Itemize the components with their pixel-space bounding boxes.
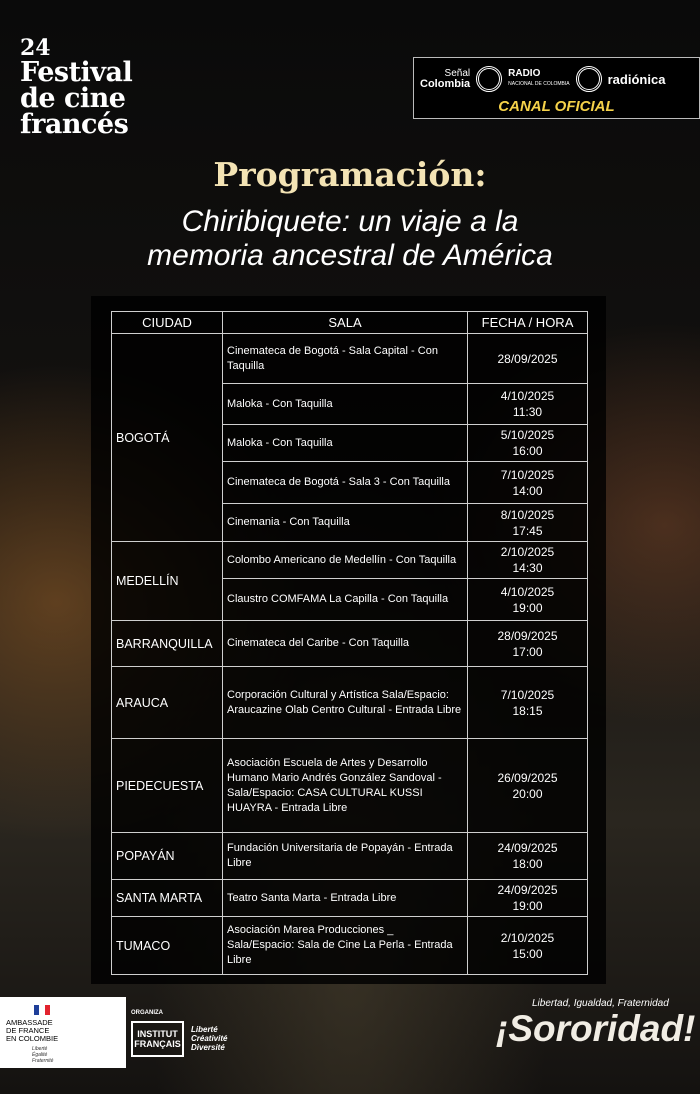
film-title: Chiribiquete: un viaje a la memoria ancestral de América <box>147 205 553 272</box>
festival-line: de cine <box>20 83 126 114</box>
fecha-cell: 24/09/2025 19:00 <box>468 880 588 917</box>
sala-cell: Asociación Marea Producciones _ Sala/Espacio: Sala de Cine La Perla - Entrada Libre <box>223 917 468 975</box>
city-cell: BOGOTÁ <box>112 334 223 542</box>
sororidad-slogan: ¡Sororidad! <box>496 1008 696 1049</box>
festival-logo <box>20 35 133 141</box>
header-sala: SALA <box>223 312 468 334</box>
city-cell: MEDELLÍN <box>112 542 223 621</box>
fecha-cell: 26/09/2025 20:00 <box>468 739 588 833</box>
senal-colombia-logo: Señal Colombia <box>420 68 471 90</box>
fecha-cell: 4/10/2025 19:00 <box>468 579 588 621</box>
table-row <box>112 739 588 833</box>
header-fecha: FECHA / HORA <box>468 312 588 334</box>
radio-nacional-logo: RADIO NACIONAL DE COLOMBIA <box>508 68 570 87</box>
sala-cell: Claustro COMFAMA La Capilla - Con Taquilla <box>223 579 468 621</box>
sala-cell: Teatro Santa Marta - Entrada Libre <box>223 880 468 917</box>
table-row <box>112 334 588 384</box>
fecha-cell: 7/10/2025 18:15 <box>468 667 588 739</box>
sala-cell: Cinemateca de Bogotá - Sala Capital - Con Taquilla <box>223 334 468 384</box>
page-title: Programación: <box>213 155 487 194</box>
sala-cell: Colombo Americano de Medellín - Con Taquilla <box>223 542 468 579</box>
canal-oficial-label: CANAL OFICIAL <box>498 98 615 115</box>
institut-francais-logo: INSTITUT FRANÇAIS <box>131 1021 184 1057</box>
city-cell: TUMACO <box>112 917 223 975</box>
sala-cell: Asociación Escuela de Artes y Desarrollo Humano Mario Andrés González Sandoval - Sala/Espacio: CASA CULTURAL KUSSI HUAYRA - Entrada Libre <box>223 739 468 833</box>
fecha-cell: 28/09/2025 <box>468 334 588 384</box>
sala-cell: Maloka - Con Taquilla <box>223 384 468 425</box>
embassy-logo <box>0 997 126 1068</box>
partners-box <box>413 57 700 119</box>
festival-number: 24 <box>20 35 51 61</box>
fecha-cell: 2/10/2025 14:30 <box>468 542 588 579</box>
table-row <box>112 880 588 917</box>
embassy-name: AMBASSADE DE FRANCE EN COLOMBIE <box>6 1018 59 1043</box>
table-row <box>112 833 588 880</box>
institut-motto: Liberté Créativité Diversité <box>191 1025 228 1052</box>
embassy-motto: Liberté Égalité Fraternité <box>32 1046 54 1064</box>
sala-cell: Maloka - Con Taquilla <box>223 425 468 462</box>
fecha-cell: 28/09/2025 17:00 <box>468 621 588 667</box>
sala-cell: Corporación Cultural y Artística Sala/Espacio: Araucazine Olab Centro Cultural - Entrada Libre <box>223 667 468 739</box>
festival-line: francés <box>20 109 129 141</box>
swirl-icon <box>476 66 502 92</box>
sala-cell: Cinemateca del Caribe - Con Taquilla <box>223 621 468 667</box>
table-row <box>112 542 588 579</box>
swirl-icon <box>576 66 602 92</box>
organiza-label: ORGANIZA <box>131 1010 163 1016</box>
sala-cell: Cinemania - Con Taquilla <box>223 504 468 542</box>
city-cell: PIEDECUESTA <box>112 739 223 833</box>
sala-cell: Fundación Universitaria de Popayán - Entrada Libre <box>223 833 468 880</box>
radionica-logo: radiónica <box>607 71 666 87</box>
fecha-cell: 4/10/2025 11:30 <box>468 384 588 425</box>
city-cell: POPAYÁN <box>112 833 223 880</box>
festival-line: Festival <box>20 56 133 88</box>
city-cell: BARRANQUILLA <box>112 621 223 667</box>
fecha-cell: 8/10/2025 17:45 <box>468 504 588 542</box>
city-cell: ARAUCA <box>112 667 223 739</box>
schedule-table <box>111 311 588 975</box>
french-flag-icon <box>34 1005 50 1015</box>
table-row <box>112 917 588 975</box>
sala-cell: Cinemateca de Bogotá - Sala 3 - Con Taquilla <box>223 462 468 504</box>
header-ciudad: CIUDAD <box>112 312 223 334</box>
fecha-cell: 24/09/2025 18:00 <box>468 833 588 880</box>
fecha-cell: 7/10/2025 14:00 <box>468 462 588 504</box>
table-row <box>112 667 588 739</box>
table-header-row <box>112 312 588 334</box>
city-cell: SANTA MARTA <box>112 880 223 917</box>
table-row <box>112 621 588 667</box>
fecha-cell: 5/10/2025 16:00 <box>468 425 588 462</box>
fecha-cell: 2/10/2025 15:00 <box>468 917 588 975</box>
libertad-tagline: Libertad, Igualdad, Fraternidad <box>532 998 669 1009</box>
